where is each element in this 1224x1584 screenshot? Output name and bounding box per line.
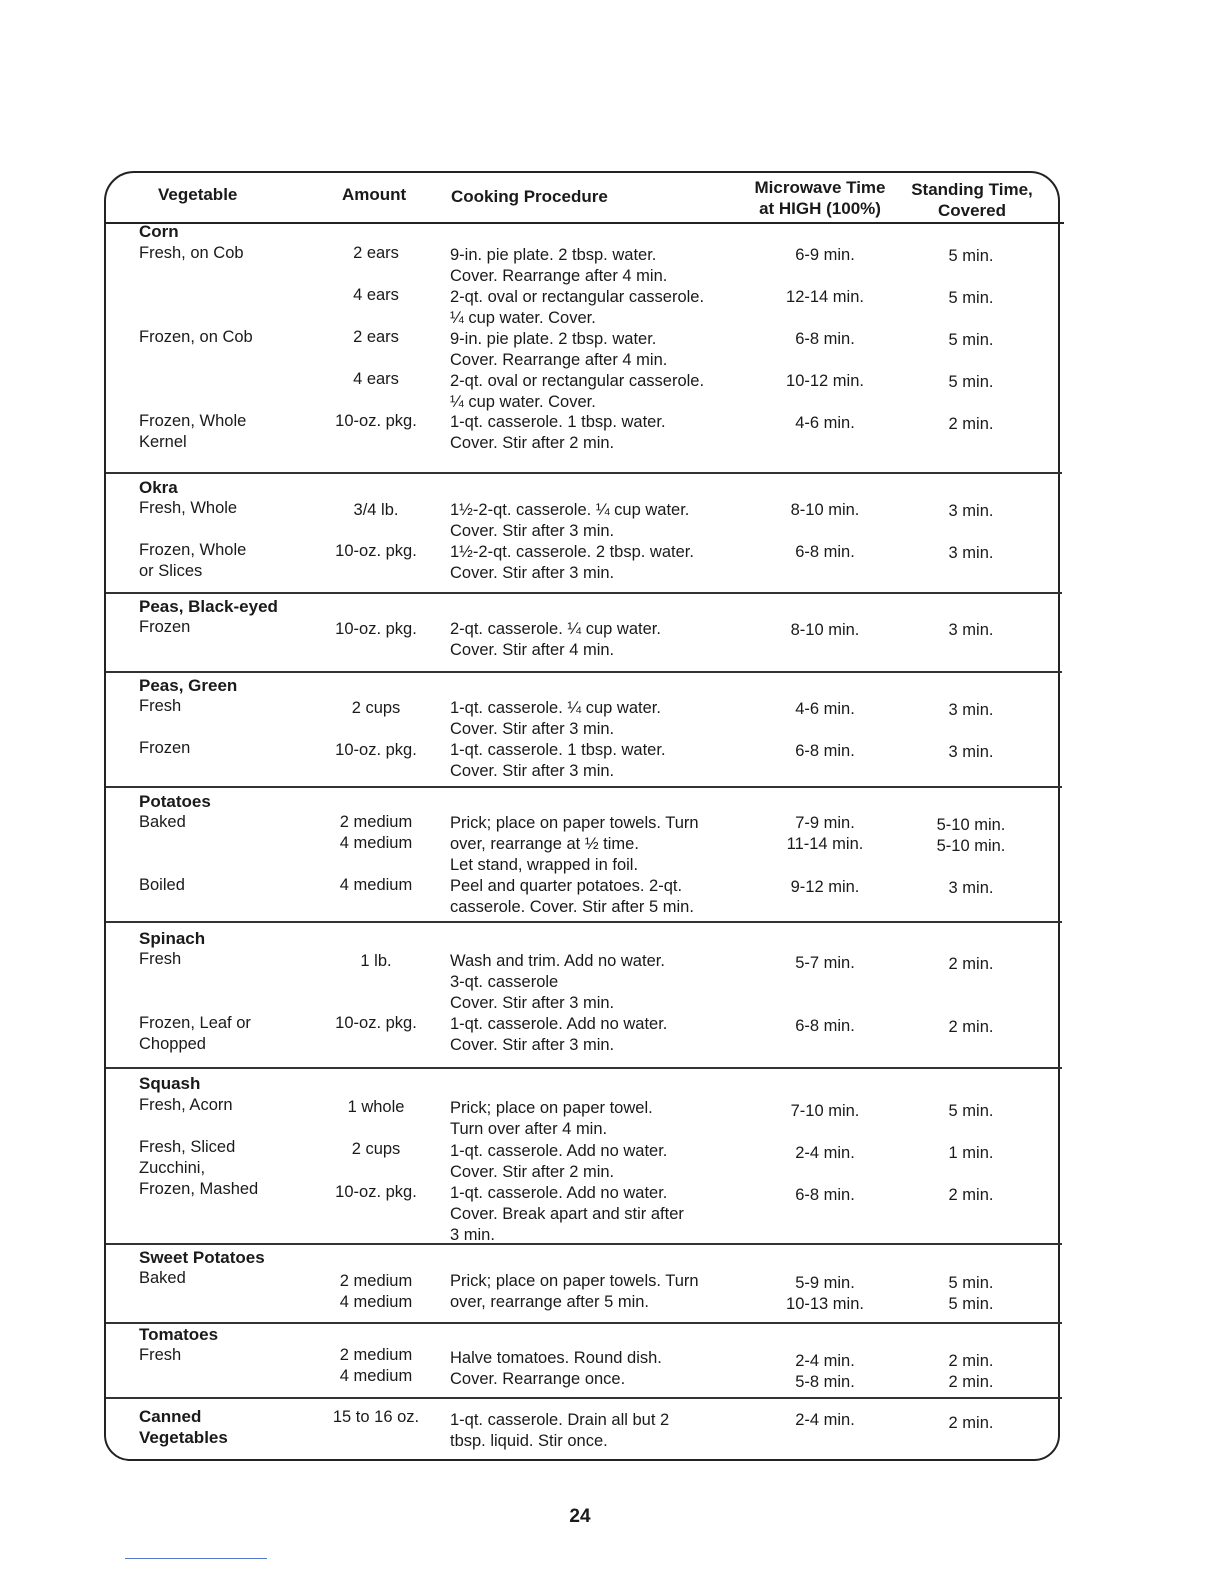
category-okra: Okra <box>139 478 178 497</box>
row-microwave-time: 2-4 min. 5-8 min. <box>795 1352 855 1391</box>
row-standing-time: 2 min. <box>948 1186 994 1204</box>
header-procedure: Cooking Procedure <box>451 187 608 206</box>
row-amount: 15 to 16 oz. <box>332 1408 420 1426</box>
row-standing-time: 2 min. <box>948 955 994 973</box>
header-microwave: Microwave Time at HIGH (100%) <box>754 178 886 218</box>
row-name: Fresh <box>139 697 182 715</box>
row-microwave-time: 2-4 min. <box>795 1144 855 1162</box>
row-amount: 4 ears <box>353 370 399 388</box>
row-procedure: 1½-2-qt. casserole. 2 tbsp. water. Cover. Stir after 3 min. <box>450 543 694 582</box>
row-amount: 2 ears <box>353 328 399 346</box>
row-microwave-time: 5-9 min. 10-13 min. <box>786 1274 864 1313</box>
row-amount: 3/4 lb. <box>353 501 399 519</box>
section-divider <box>106 1397 1062 1399</box>
header-standing: Standing Time, Covered <box>911 180 1033 220</box>
page-number: 24 <box>569 1506 591 1527</box>
row-procedure: 1-qt. casserole. Add no water. Cover. Stir after 3 min. <box>450 1015 668 1054</box>
row-procedure: 9-in. pie plate. 2 tbsp. water. Cover. Rearrange after 4 min. <box>450 246 668 285</box>
category-peas-black-eyed: Peas, Black-eyed <box>139 597 278 616</box>
category-corn: Corn <box>139 222 179 241</box>
row-name: Frozen, Mashed <box>139 1180 259 1198</box>
row-amount: 2 medium 4 medium <box>339 813 413 852</box>
section-divider <box>106 671 1062 673</box>
row-name: Fresh, on Cob <box>139 244 244 262</box>
row-name: Baked <box>139 813 186 831</box>
row-name: Baked <box>139 1269 186 1287</box>
row-standing-time: 5-10 min. 5-10 min. <box>936 816 1006 855</box>
row-amount: 10-oz. pkg. <box>335 542 417 560</box>
row-name: Fresh, Sliced Zucchini, <box>139 1138 236 1177</box>
row-microwave-time: 6-8 min. <box>795 543 855 561</box>
row-amount: 2 medium 4 medium <box>339 1272 413 1311</box>
section-divider <box>106 1067 1062 1069</box>
row-procedure: 1-qt. casserole. Add no water. Cover. Break apart and stir after 3 min. <box>450 1184 684 1244</box>
row-microwave-time: 2-4 min. <box>795 1411 855 1429</box>
row-microwave-time: 6-8 min. <box>795 1186 855 1204</box>
row-standing-time: 3 min. <box>948 621 994 639</box>
category-peas-green: Peas, Green <box>139 676 238 695</box>
row-microwave-time: 8-10 min. <box>790 621 860 639</box>
row-name: Fresh <box>139 1346 182 1364</box>
row-microwave-time: 8-10 min. <box>790 501 860 519</box>
row-procedure: 1-qt. casserole. ¼ cup water. Cover. Stir after 3 min. <box>450 699 661 738</box>
row-procedure: 1-qt. casserole. Drain all but 2 tbsp. liquid. Stir once. <box>450 1411 670 1450</box>
row-standing-time: 5 min. <box>948 373 994 391</box>
row-microwave-time: 6-8 min. <box>795 1017 855 1035</box>
row-amount: 2 cups <box>351 699 401 717</box>
row-standing-time: 5 min. <box>948 1102 994 1120</box>
category-canned-vegetables: Canned Vegetables <box>139 1407 228 1447</box>
row-amount: 10-oz. pkg. <box>335 620 417 638</box>
section-divider <box>106 921 1062 923</box>
row-standing-time: 2 min. <box>948 1414 994 1432</box>
row-name: Frozen <box>139 618 191 636</box>
category-tomatoes: Tomatoes <box>139 1325 219 1344</box>
row-standing-time: 3 min. <box>948 502 994 520</box>
row-name: Fresh, Whole <box>139 499 238 517</box>
row-name: Fresh <box>139 950 182 968</box>
row-microwave-time: 6-9 min. <box>795 246 855 264</box>
category-spinach: Spinach <box>139 929 206 948</box>
row-standing-time: 5 min. <box>948 331 994 349</box>
row-amount: 10-oz. pkg. <box>335 741 417 759</box>
row-name: Frozen <box>139 739 191 757</box>
section-divider <box>106 786 1062 788</box>
row-microwave-time: 4-6 min. <box>795 414 855 432</box>
row-name: Frozen, Whole or Slices <box>139 541 247 580</box>
row-procedure: Halve tomatoes. Round dish. Cover. Rearrange once. <box>450 1349 662 1388</box>
row-procedure: Prick; place on paper towels. Turn over, rearrange after 5 min. <box>450 1272 699 1311</box>
row-amount: 2 ears <box>353 244 399 262</box>
row-microwave-time: 6-8 min. <box>795 742 855 760</box>
row-standing-time: 1 min. <box>948 1144 994 1162</box>
row-amount: 1 whole <box>347 1098 405 1116</box>
row-standing-time: 5 min. 5 min. <box>948 1274 994 1313</box>
row-procedure: 2-qt. casserole. ¼ cup water. Cover. Stir after 4 min. <box>450 620 661 659</box>
row-microwave-time: 4-6 min. <box>795 700 855 718</box>
row-procedure: 2-qt. oval or rectangular casserole. ¼ cup water. Cover. <box>450 288 705 327</box>
row-amount: 10-oz. pkg. <box>335 412 417 430</box>
row-procedure: Wash and trim. Add no water. 3-qt. casserole Cover. Stir after 3 min. <box>450 952 665 1012</box>
header-amount: Amount <box>342 185 407 204</box>
category-potatoes: Potatoes <box>139 792 211 811</box>
row-amount: 10-oz. pkg. <box>335 1014 417 1032</box>
row-amount: 2 cups <box>351 1140 401 1158</box>
category-squash: Squash <box>139 1074 201 1093</box>
row-standing-time: 5 min. <box>948 247 994 265</box>
category-sweet-potatoes: Sweet Potatoes <box>139 1248 265 1267</box>
row-microwave-time: 10-12 min. <box>786 372 864 390</box>
row-procedure: 9-in. pie plate. 2 tbsp. water. Cover. Rearrange after 4 min. <box>450 330 668 369</box>
row-standing-time: 2 min. 2 min. <box>948 1352 994 1391</box>
row-procedure: 1½-2-qt. casserole. ¼ cup water. Cover. Stir after 3 min. <box>450 501 690 540</box>
row-microwave-time: 9-12 min. <box>790 878 860 896</box>
row-microwave-time: 6-8 min. <box>795 330 855 348</box>
row-name: Fresh, Acorn <box>139 1096 233 1114</box>
row-name: Frozen, Whole Kernel <box>139 412 247 451</box>
row-procedure: 1-qt. casserole. 1 tbsp. water. Cover. Stir after 2 min. <box>450 413 666 452</box>
row-standing-time: 3 min. <box>948 879 994 897</box>
header-vegetable: Vegetable <box>158 185 238 204</box>
row-standing-time: 3 min. <box>948 544 994 562</box>
footer-rule <box>125 1558 267 1559</box>
row-name: Frozen, on Cob <box>139 328 253 346</box>
row-amount: 4 ears <box>353 286 399 304</box>
row-standing-time: 5 min. <box>948 289 994 307</box>
row-procedure: Prick; place on paper towels. Turn over, rearrange at ½ time. Let stand, wrapped in foil. <box>450 814 699 874</box>
row-procedure: 1-qt. casserole. Add no water. Cover. Stir after 2 min. <box>450 1142 668 1181</box>
row-procedure: Peel and quarter potatoes. 2-qt. casserole. Cover. Stir after 5 min. <box>450 877 694 916</box>
row-name: Boiled <box>139 876 185 894</box>
row-procedure: 1-qt. casserole. 1 tbsp. water. Cover. Stir after 3 min. <box>450 741 666 780</box>
section-divider <box>106 592 1062 594</box>
row-procedure: Prick; place on paper towel. Turn over after 4 min. <box>450 1099 653 1138</box>
row-microwave-time: 7-9 min. 11-14 min. <box>786 814 864 853</box>
section-divider <box>106 472 1062 474</box>
row-standing-time: 2 min. <box>948 415 994 433</box>
row-amount: 4 medium <box>339 876 413 894</box>
row-microwave-time: 5-7 min. <box>795 954 855 972</box>
row-microwave-time: 12-14 min. <box>786 288 864 306</box>
row-name: Frozen, Leaf or Chopped <box>139 1014 251 1053</box>
row-standing-time: 3 min. <box>948 743 994 761</box>
row-standing-time: 3 min. <box>948 701 994 719</box>
row-amount: 2 medium 4 medium <box>339 1346 413 1385</box>
row-microwave-time: 7-10 min. <box>790 1102 860 1120</box>
row-procedure: 2-qt. oval or rectangular casserole. ¼ cup water. Cover. <box>450 372 705 411</box>
section-divider <box>106 1243 1062 1245</box>
row-amount: 1 lb. <box>360 952 392 970</box>
row-standing-time: 2 min. <box>948 1018 994 1036</box>
row-amount: 10-oz. pkg. <box>335 1183 417 1201</box>
